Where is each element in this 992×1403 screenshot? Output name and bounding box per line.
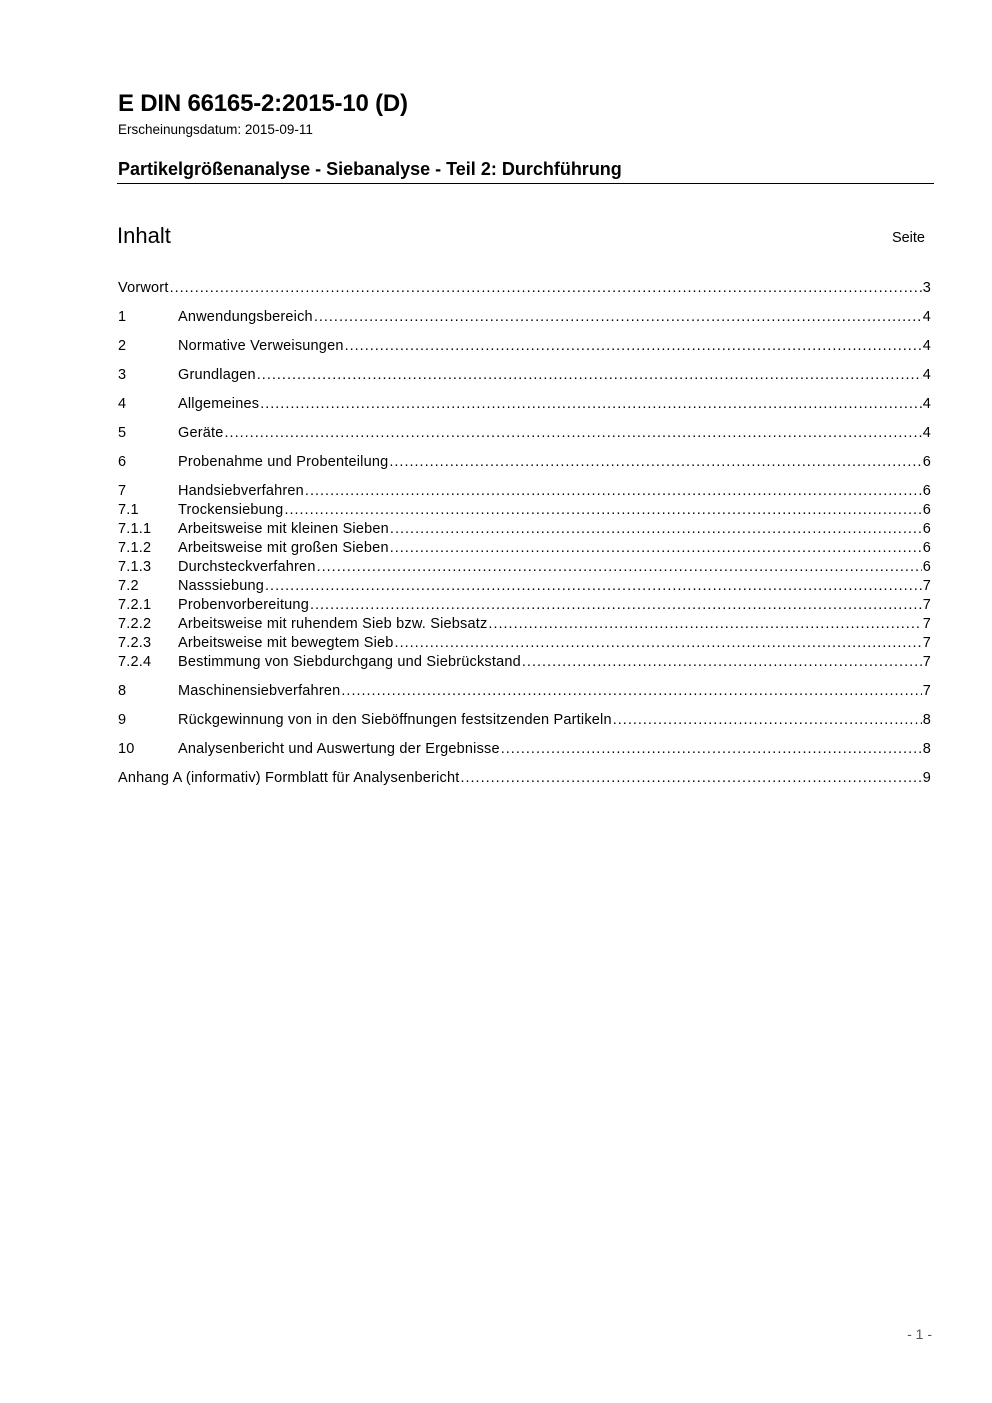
toc-entry-page: 4 <box>922 367 931 383</box>
toc-entry[interactable] <box>118 366 931 385</box>
toc-entry[interactable] <box>118 453 931 472</box>
toc-entry-number: 7.1.3 <box>118 559 152 575</box>
toc-entry-label: Durchsteckverfahren <box>178 559 316 575</box>
toc-leader-dots <box>257 366 922 385</box>
toc-entry[interactable] <box>118 501 931 520</box>
toc-leader-dots <box>390 539 922 558</box>
toc-entry-number: 8 <box>118 683 127 699</box>
toc-leader-dots <box>501 740 922 759</box>
toc-leader-dots <box>317 558 922 577</box>
title-rule <box>117 183 934 184</box>
toc-entry[interactable] <box>118 740 931 759</box>
toc-entry-number: 7.1.1 <box>118 521 152 537</box>
toc-entry-number: 7.1.2 <box>118 540 152 556</box>
toc-entry-number: 7.2.3 <box>118 635 152 651</box>
toc-entry[interactable] <box>118 308 931 327</box>
toc-entry-page: 7 <box>922 597 931 613</box>
toc-entry-number: 7.2.1 <box>118 597 152 613</box>
toc-entry-number: 7.2 <box>118 578 139 594</box>
toc-heading: Inhalt <box>117 223 171 248</box>
toc-entry-label: Anhang A (informativ) Formblatt für Analysenbericht <box>118 770 460 786</box>
document-title: Partikelgrößenanalyse - Siebanalyse - Teil 2: Durchführung <box>118 159 622 179</box>
toc-entry[interactable] <box>118 769 931 788</box>
toc-entry-page: 8 <box>922 712 931 728</box>
toc-entry-label: Arbeitsweise mit großen Sieben <box>178 540 389 556</box>
toc-entry[interactable] <box>118 711 931 730</box>
toc-leader-dots <box>305 482 922 501</box>
toc-leader-dots <box>225 424 922 443</box>
toc-entry-number: 10 <box>118 741 135 757</box>
toc-entry-number: 3 <box>118 367 127 383</box>
toc-entry[interactable] <box>118 279 931 298</box>
document-id: E DIN 66165-2:2015-10 (D) <box>118 90 408 117</box>
toc-entry-number: 9 <box>118 712 127 728</box>
toc-leader-dots <box>265 577 922 596</box>
toc-entry-number: 5 <box>118 425 127 441</box>
toc-entry[interactable] <box>118 337 931 356</box>
toc-entry-label: Probenahme und Probenteilung <box>178 454 389 470</box>
toc-leader-dots <box>284 501 921 520</box>
toc-entry-page: 3 <box>922 280 931 296</box>
toc-leader-dots <box>389 453 921 472</box>
toc-entry-page: 6 <box>922 559 931 575</box>
toc-entry[interactable] <box>118 634 931 653</box>
toc-entry-label: Nasssiebung <box>178 578 265 594</box>
toc-entry[interactable] <box>118 596 931 615</box>
toc-entry[interactable] <box>118 615 931 634</box>
toc-entry-page: 6 <box>922 540 931 556</box>
toc-leader-dots <box>345 337 922 356</box>
toc-entry-page: 6 <box>922 454 931 470</box>
toc-entry-number: 6 <box>118 454 127 470</box>
toc-entry-label: Normative Verweisungen <box>178 338 344 354</box>
page-number: - 1 - <box>907 1326 932 1342</box>
toc-entry-page: 7 <box>922 654 931 670</box>
toc-entry-number: 4 <box>118 396 127 412</box>
toc-entry[interactable] <box>118 539 931 558</box>
table-of-contents <box>118 279 931 788</box>
toc-entry-label: Anwendungsbereich <box>178 309 313 325</box>
toc-entry-label: Geräte <box>178 425 224 441</box>
toc-entry-label: Arbeitsweise mit kleinen Sieben <box>178 521 389 537</box>
toc-entry-label: Arbeitsweise mit bewegtem Sieb <box>178 635 394 651</box>
toc-leader-dots <box>460 769 921 788</box>
toc-entry-page: 7 <box>922 683 931 699</box>
toc-entry-number: 7.2.4 <box>118 654 152 670</box>
toc-entry-page: 9 <box>922 770 931 786</box>
toc-leader-dots <box>488 615 921 634</box>
toc-entry-label: Allgemeines <box>178 396 260 412</box>
toc-entry-number: 1 <box>118 309 127 325</box>
toc-entry[interactable] <box>118 482 931 501</box>
toc-leader-dots <box>390 520 922 539</box>
toc-entry[interactable] <box>118 577 931 596</box>
toc-entry[interactable] <box>118 520 931 539</box>
toc-entry-page: 6 <box>922 521 931 537</box>
toc-entry[interactable] <box>118 558 931 577</box>
toc-entry-label: Vorwort <box>118 280 169 296</box>
toc-entry-page: 8 <box>922 741 931 757</box>
toc-entry-number: 2 <box>118 338 127 354</box>
toc-entry-label: Trockensiebung <box>178 502 284 518</box>
toc-entry-page: 6 <box>922 483 931 499</box>
toc-entry-page: 7 <box>922 578 931 594</box>
toc-leader-dots <box>613 711 922 730</box>
toc-leader-dots <box>314 308 922 327</box>
page-column-label: Seite <box>891 230 925 246</box>
toc-entry-label: Maschinensiebverfahren <box>178 683 341 699</box>
publication-date: Erscheinungsdatum: 2015-09-11 <box>118 122 313 137</box>
toc-entry[interactable] <box>118 424 931 443</box>
toc-entry-page: 6 <box>922 502 931 518</box>
toc-leader-dots <box>395 634 922 653</box>
toc-leader-dots <box>260 395 922 414</box>
toc-entry-label: Rückgewinnung von in den Sieböffnungen festsitzenden Partikeln <box>178 712 612 728</box>
toc-leader-dots <box>522 653 922 672</box>
toc-entry-page: 4 <box>922 338 931 354</box>
toc-entry-page: 4 <box>922 396 931 412</box>
toc-entry-page: 7 <box>922 635 931 651</box>
toc-leader-dots <box>341 682 921 701</box>
toc-entry-page: 7 <box>922 616 931 632</box>
toc-entry-label: Bestimmung von Siebdurchgang und Siebrückstand <box>178 654 521 670</box>
toc-entry[interactable] <box>118 682 931 701</box>
toc-entry-label: Arbeitsweise mit ruhendem Sieb bzw. Siebsatz <box>178 616 488 632</box>
toc-entry-number: 7.1 <box>118 502 139 518</box>
toc-leader-dots <box>310 596 922 615</box>
toc-entry-label: Grundlagen <box>178 367 256 383</box>
toc-entry[interactable] <box>118 395 931 414</box>
toc-entry-number: 7 <box>118 483 127 499</box>
toc-entry-page: 4 <box>922 425 931 441</box>
toc-entry-page: 4 <box>922 309 931 325</box>
toc-leader-dots <box>170 279 922 298</box>
toc-entry-label: Probenvorbereitung <box>178 597 309 613</box>
toc-entry-label: Analysenbericht und Auswertung der Ergebnisse <box>178 741 500 757</box>
toc-entry-number: 7.2.2 <box>118 616 152 632</box>
toc-entry-label: Handsiebverfahren <box>178 483 304 499</box>
toc-entry[interactable] <box>118 653 931 672</box>
